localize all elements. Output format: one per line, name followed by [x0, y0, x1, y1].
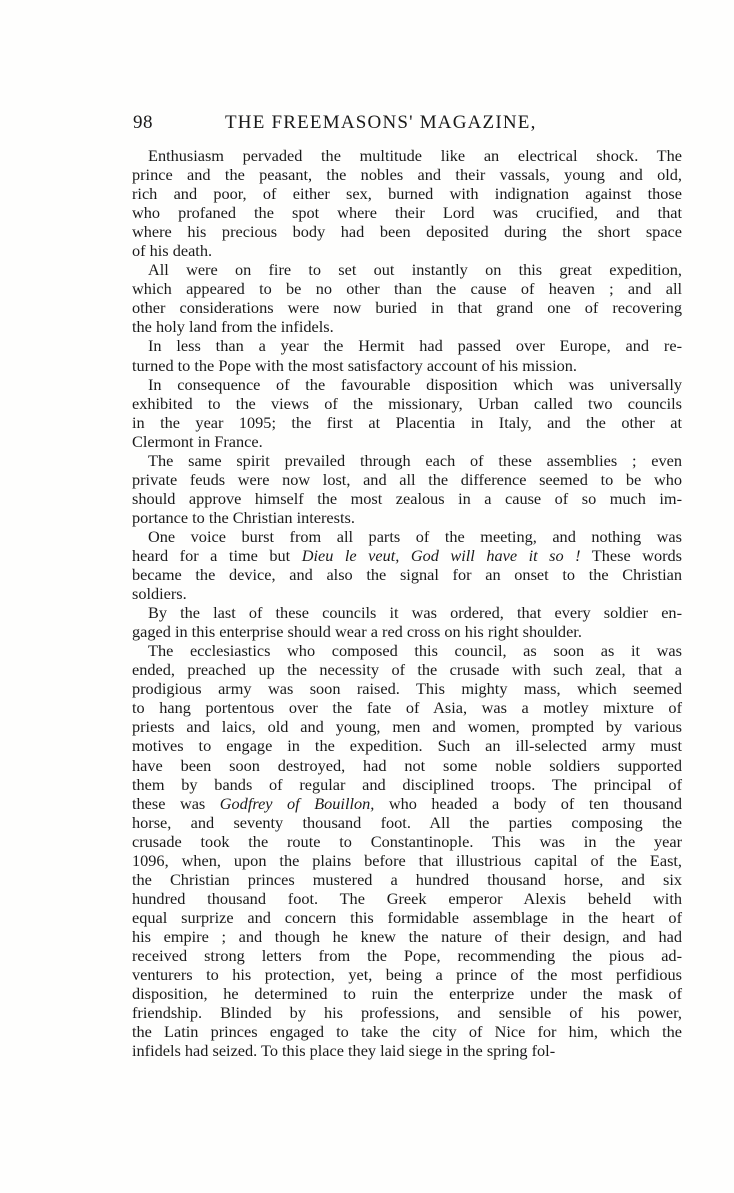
paragraph [132, 527, 682, 603]
text-line [132, 965, 682, 984]
line-text: gaged in this enterprise should wear a red cross on his right shoulder. [132, 622, 582, 642]
line-text: motives to engage in the expedition. Such an ill-selected army must [132, 736, 682, 756]
text-line [132, 870, 682, 889]
line-text: which appeared to be no other than the cause of heaven ; and all [132, 279, 682, 299]
text-line [132, 641, 682, 660]
text-line [132, 184, 682, 203]
line-text: these was [132, 793, 220, 813]
paragraph [132, 336, 682, 374]
line-text: heard for a time but [132, 545, 302, 565]
text-line [132, 622, 682, 641]
text-line [132, 508, 682, 527]
text-line [132, 527, 682, 546]
line-text: All were on fire to set out instantly on this great expedition, [148, 260, 682, 280]
text-line [132, 241, 682, 260]
line-text: the Latin princes engaged to take the city of Nice for him, which the [132, 1022, 682, 1042]
line-text: 1096, when, upon the plains before that illustrious capital of the East, [132, 850, 682, 870]
text-line [132, 489, 682, 508]
text-line [132, 413, 682, 432]
text-line [132, 889, 682, 908]
text-line [132, 1003, 682, 1022]
line-text: soldiers. [132, 584, 187, 604]
text-line [132, 317, 682, 336]
paragraph [132, 603, 682, 641]
line-text: The same spirit prevailed through each of these assemblies ; even [148, 450, 682, 470]
line-text: have been soon destroyed, had not some noble soldiers supported [132, 755, 682, 775]
text-line [132, 775, 682, 794]
line-text: turned to the Pope with the most satisfactory account of his mission. [132, 355, 577, 375]
text-line [132, 851, 682, 870]
text-line [132, 736, 682, 755]
line-text: the Christian princes mustered a hundred thousand horse, and six [132, 869, 682, 889]
text-line [132, 394, 682, 413]
line-text: hundred thousand foot. The Greek emperor Alexis beheld with [132, 888, 682, 908]
text-line [132, 984, 682, 1003]
text-line [132, 451, 682, 470]
line-text: his empire ; and though he knew the nature of their design, and had [132, 926, 682, 946]
text-line [132, 298, 682, 317]
text-line [132, 432, 682, 451]
running-head [133, 112, 679, 140]
line-text: in the year 1095; the first at Placentia in Italy, and the other at [132, 412, 682, 432]
journal-title: THE FREEMASONS' MAGAZINE, [225, 112, 537, 133]
paragraph [132, 451, 682, 527]
text-line [132, 1022, 682, 1041]
line-text: Clermont in France. [132, 431, 263, 451]
line-text: received strong letters from the Pope, recommending the pious ad- [132, 945, 682, 965]
line-text: By the last of these councils it was ordered, that every soldier en- [148, 603, 682, 623]
text-line [132, 356, 682, 375]
text-line [132, 336, 682, 355]
line-text: exhibited to the views of the missionary, Urban called two councils [132, 393, 682, 413]
text-line [132, 927, 682, 946]
text-line [132, 146, 682, 165]
line-text: friendship. Blinded by his professions, and sensible of his power, [132, 1003, 682, 1023]
text-line [132, 279, 682, 298]
text-line [132, 165, 682, 184]
line-text: One voice burst from all parts of the meeting, and nothing was [148, 526, 682, 546]
line-text: the holy land from the infidels. [132, 317, 334, 337]
line-text: to hang portentous over the fate of Asia, was a motley mixture of [132, 698, 682, 718]
line-text: where his precious body had been deposited during the short space [132, 222, 682, 242]
line-text: These words [580, 545, 682, 565]
line-text: prince and the peasant, the nobles and their vassals, young and old, [132, 165, 682, 185]
text-line [132, 222, 682, 241]
line-text: infidels had seized. To this place they laid siege in the spring fol- [132, 1041, 556, 1061]
paragraph [132, 260, 682, 336]
line-text: ended, preached up the necessity of the crusade with such zeal, that a [132, 660, 682, 680]
text-line [132, 584, 682, 603]
text-line [132, 375, 682, 394]
paragraph [132, 641, 682, 1060]
line-text: other considerations were now buried in that grand one of recovering [132, 298, 682, 318]
text-line [132, 946, 682, 965]
text-line [132, 908, 682, 927]
line-text: who headed a body of ten thousand [374, 793, 682, 813]
line-text: who profaned the spot where their Lord was crucified, and that [132, 203, 682, 223]
text-line [132, 698, 682, 717]
line-text: rich and poor, of either sex, burned with indignation against those [132, 184, 682, 204]
line-text: of his death. [132, 241, 213, 261]
article-body [132, 146, 682, 1060]
page-number: 98 [133, 112, 153, 133]
line-text: became the device, and also the signal for an onset to the Christian [132, 565, 682, 585]
line-text: prodigious army was soon raised. This mighty mass, which seemed [132, 679, 682, 699]
text-line [132, 1041, 682, 1060]
text-line [132, 470, 682, 489]
line-text: crusade took the route to Constantinople. This was in the year [132, 831, 682, 851]
text-line [132, 603, 682, 622]
line-text: venturers to his protection, yet, being a prince of the most perfidious [132, 965, 682, 985]
line-text: Enthusiasm pervaded the multitude like an electrical shock. The [148, 146, 682, 165]
text-line [132, 813, 682, 832]
line-text: priests and laics, old and young, men and women, prompted by various [132, 717, 682, 737]
line-text: should approve himself the most zealous in a cause of so much im- [132, 488, 682, 508]
line-text: The ecclesiastics who composed this council, as soon as it was [148, 641, 682, 661]
paragraph [132, 146, 682, 260]
line-text: them by bands of regular and disciplined troops. The principal of [132, 774, 682, 794]
line-text: horse, and seventy thousand foot. All the parties composing the [132, 812, 682, 832]
line-text: private feuds were now lost, and all the difference seemed to be who [132, 469, 682, 489]
text-line [132, 679, 682, 698]
line-text: In consequence of the favourable disposition which was universally [148, 374, 682, 394]
text-line [132, 717, 682, 736]
text-line [132, 260, 682, 279]
text-line [132, 203, 682, 222]
line-text: portance to the Christian interests. [132, 507, 355, 527]
line-text: disposition, he determined to ruin the enterprize under the mask of [132, 984, 682, 1004]
text-line [132, 565, 682, 584]
line-text: In less than a year the Hermit had passed over Europe, and re- [148, 336, 682, 356]
text-line [132, 660, 682, 679]
line-text: equal surprize and concern this formidable assemblage in the heart of [132, 907, 682, 927]
text-line [132, 546, 682, 565]
italic-phrase: Dieu le veut, God will have it so ! [301, 545, 581, 565]
text-line [132, 832, 682, 851]
text-line [132, 756, 682, 775]
italic-phrase: Godfrey of Bouillon, [219, 793, 375, 813]
text-line [132, 794, 682, 813]
paragraph [132, 375, 682, 451]
